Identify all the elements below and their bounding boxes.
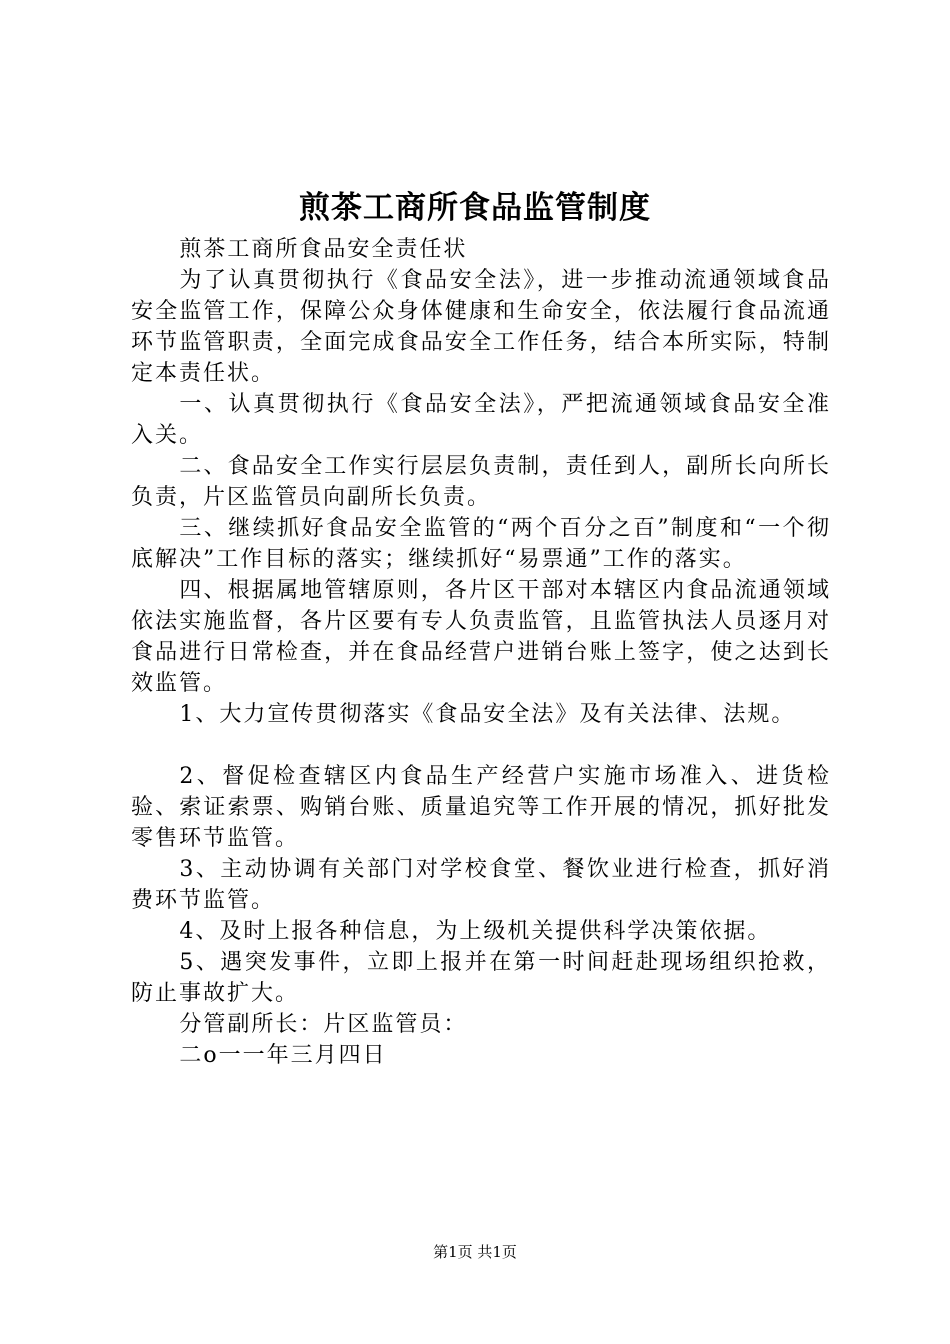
paragraph-sub-5: 5、遇突发事件，立即上报并在第一时间赶赴现场组织抢救，防止事故扩大。	[131, 950, 831, 1006]
paragraph-intro: 为了认真贯彻执行《食品安全法》，进一步推动流通领域食品安全监管工作，保障公众身体健康和生命安全，依法履行食品流通环节监管职责，全面完成食品安全工作任务，结合本所实际，特制定本责任状。	[131, 268, 831, 386]
paragraph-sub-2: 2、督促检查辖区内食品生产经营户实施市场准入、进货检验、索证索票、购销台账、质量追究等工作开展的情况，抓好批发零售环节监管。	[131, 764, 831, 851]
paragraph-sub-4: 4、及时上报各种信息，为上级机关提供科学决策依据。	[179, 919, 772, 944]
date-line: 二o一一年三月四日	[179, 1043, 387, 1068]
document-body	[131, 234, 831, 1071]
paragraph-item-4: 四、根据属地管辖原则，各片区干部对本辖区内食品流通领域依法实施监督，各片区要有专人负责监管，且监管执法人员逐月对食品进行日常检查，并在食品经营户进销台账上签字，使之达到长效监管。	[131, 578, 831, 696]
paragraph-item-1: 一、认真贯彻执行《食品安全法》，严把流通领域食品安全准入关。	[131, 392, 831, 448]
paragraph-item-3: 三、继续抓好食品安全监管的“两个百分之百”制度和“一个彻底解决”工作目标的落实；继续抓好“易票通”工作的落实。	[131, 516, 831, 572]
document-title: 煎茶工商所食品监管制度	[299, 190, 651, 226]
paragraph-heading: 煎茶工商所食品安全责任状	[179, 237, 468, 262]
paragraph-sub-1: 1、大力宣传贯彻落实《食品安全法》及有关法律、法规。	[179, 702, 796, 727]
page-footer: 第1页 共1页	[433, 1243, 517, 1261]
signature-line: 分管副所长：片区监管员：	[179, 1012, 468, 1037]
paragraph-sub-3: 3、主动协调有关部门对学校食堂、餐饮业进行检查，抓好消费环节监管。	[131, 857, 831, 913]
paragraph-item-2: 二、食品安全工作实行层层负责制，责任到人，副所长向所长负责，片区监管员向副所长负责。	[131, 454, 831, 510]
